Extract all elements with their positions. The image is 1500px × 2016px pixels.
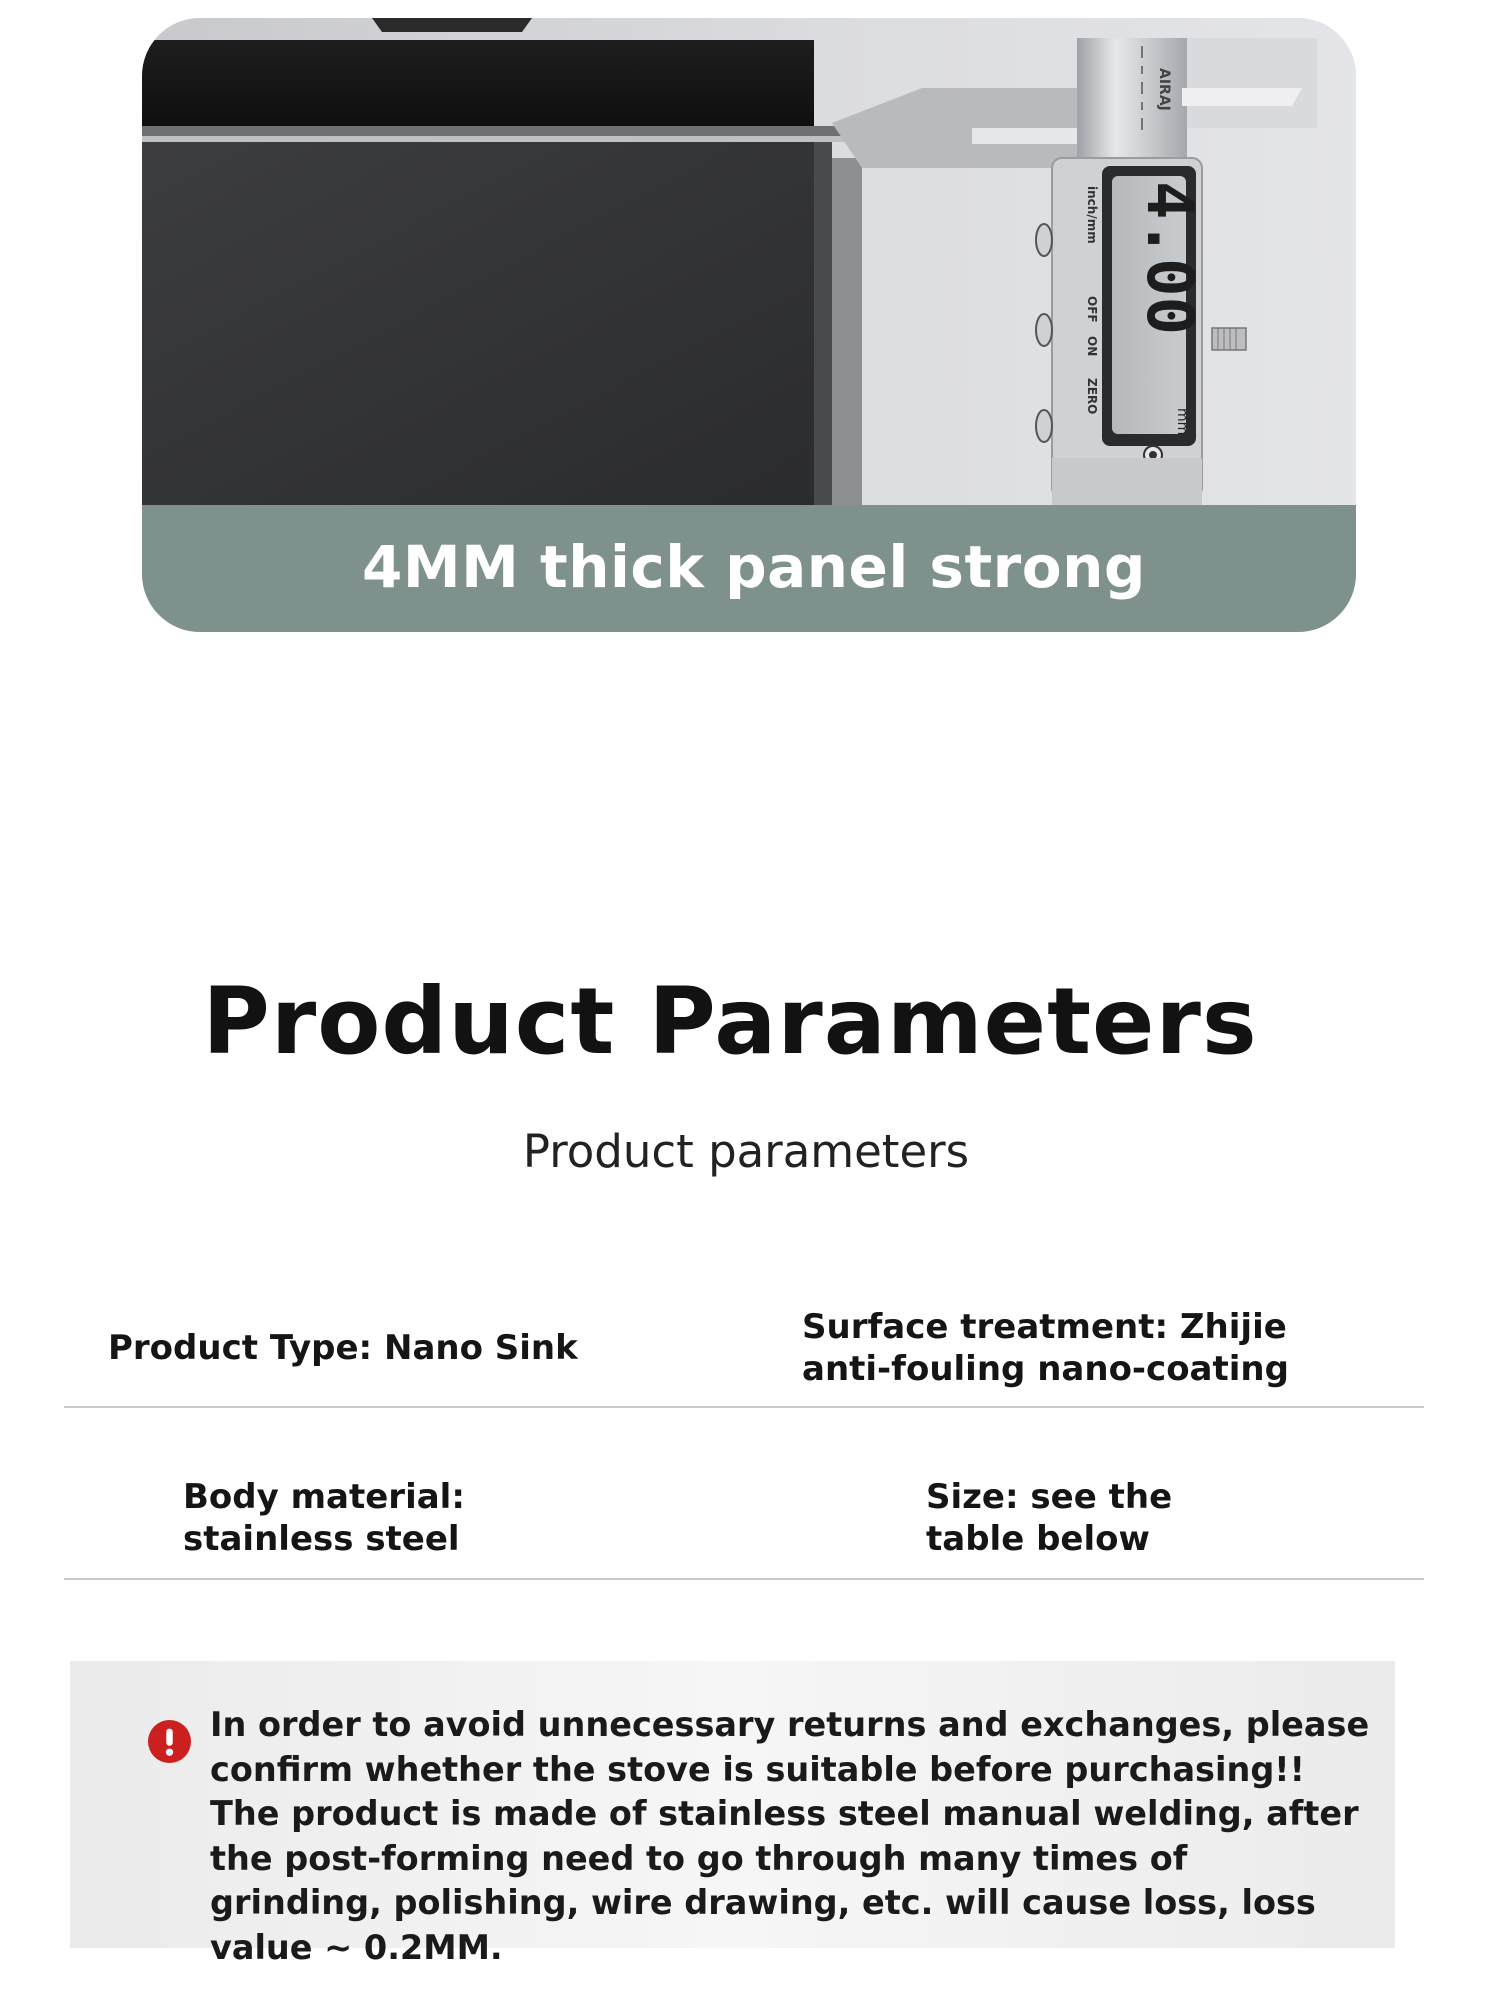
sink-caliper-photo (142, 18, 1356, 505)
param-surface-treatment: Surface treatment: Zhijie anti-fouling nano-coating (802, 1307, 1289, 1389)
param-body-material: Body material: stainless steel (183, 1477, 465, 1559)
caliper-label-zero: ZERO (1085, 378, 1099, 415)
hero-caption-band (142, 505, 1356, 632)
caliper-label-on: ON (1085, 336, 1099, 357)
section-subtitle: Product parameters (522, 1125, 970, 1178)
notice-text: In order to avoid unnecessary returns and exchanges, please confirm whether the stove is suitable before purchasing!! The product is made of stainless steel manual welding, after the post-forming need to go through many times of grinding, polishing, wire drawing, etc. will cause loss, loss value ~ 0.2MM. (210, 1705, 1370, 1967)
caliper-label-off: OFF (1085, 296, 1099, 323)
param-size: Size: see the table below (926, 1477, 1173, 1559)
param-product-type: Product Type: Nano Sink (108, 1328, 578, 1368)
hero-image-card (142, 18, 1356, 632)
hero-caption: 4MM thick panel strong (362, 532, 1146, 601)
param-row-divider (64, 1406, 1424, 1408)
param-row-divider (64, 1578, 1424, 1580)
exclamation-circle-icon (148, 1720, 191, 1763)
caliper-unit: mm (1174, 408, 1190, 436)
caliper-brand: AIRAJ (1156, 68, 1172, 111)
notice-box (70, 1661, 1395, 1967)
section-title: Product Parameters (202, 968, 1258, 1075)
caliper-label-inchmm: inch/mm (1085, 186, 1099, 244)
caliper-reading: 4.00 (1132, 180, 1206, 336)
